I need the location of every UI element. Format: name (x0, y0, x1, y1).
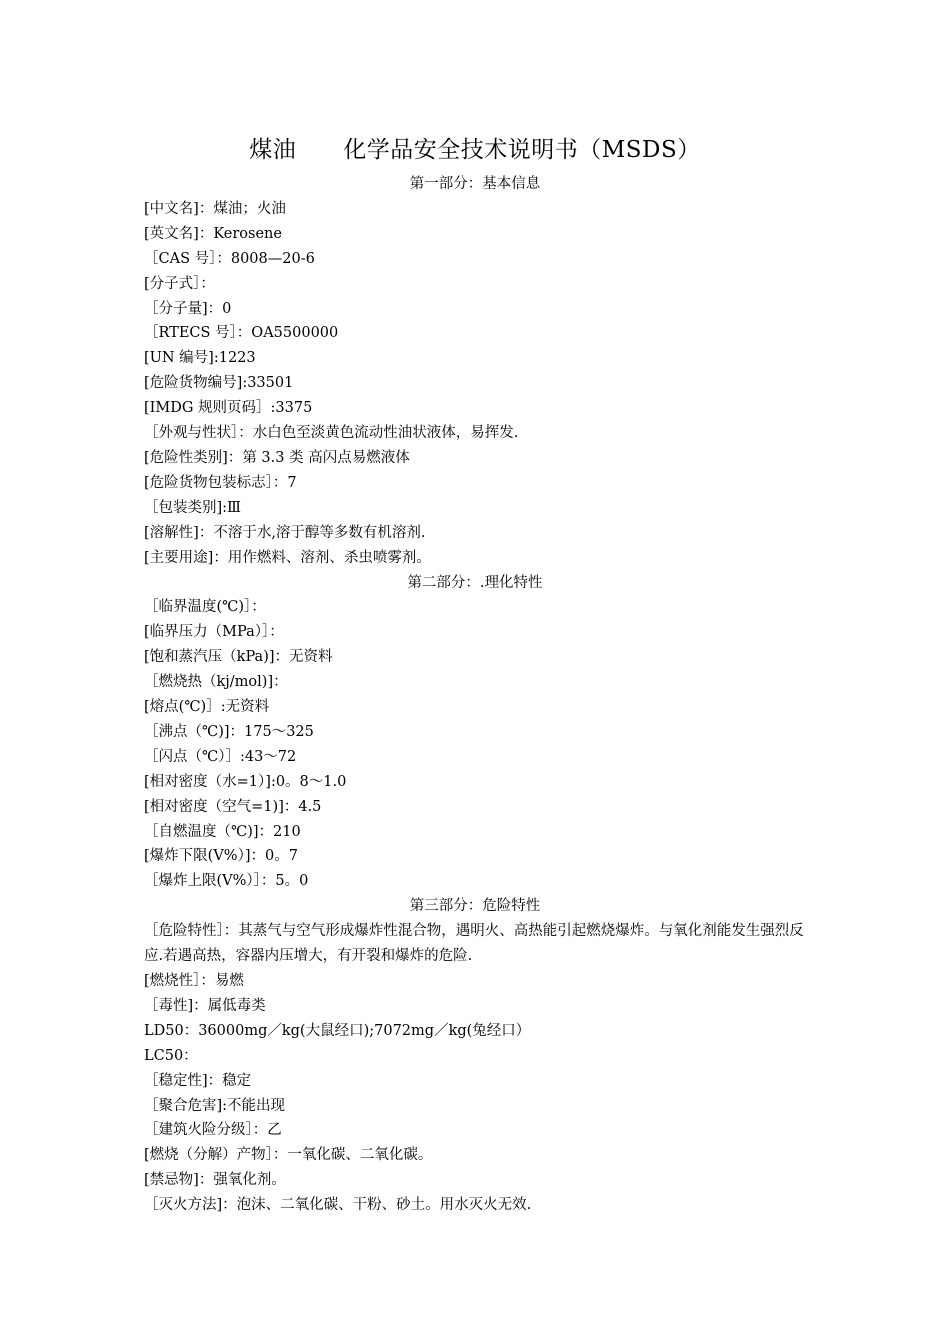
field-line: [中文名]：煤油；火油 (144, 200, 286, 217)
field-line: ［闪点（℃）］:43～72 (144, 748, 297, 765)
field-line: ［分子量]：0 (144, 300, 232, 317)
field-line: ［灭火方法]：泡沫、二氧化碳、干粉、砂土。用水灭火无效. (144, 1197, 532, 1214)
document-title: 煤油 化学品安全技术说明书（MSDS） (249, 137, 701, 163)
field-line: ［临界温度(℃)］： (144, 599, 266, 616)
field-line: [危险货物编号]:33501 (144, 375, 294, 392)
field-line: [危险货物包装标志］：7 (144, 474, 297, 491)
field-line: ［外观与性状］：水白色至淡黄色流动性油状液体，易挥发. (144, 425, 519, 442)
field-line: ［稳定性]：稳定 (144, 1072, 252, 1089)
section-heading: 第二部分：.理化特性 (407, 574, 543, 591)
field-line: ［爆炸上限(V%）］：5。0 (144, 873, 309, 890)
field-line: [危险性类别]：第 3.3 类 高闪点易燃液体 (144, 449, 410, 466)
field-line: ［RTECS 号］：OA5500000 (144, 325, 339, 342)
field-line: [燃烧（分解）产物］：一氧化碳、二氧化碳。 (144, 1147, 433, 1164)
field-line: ［自燃温度（℃)]：210 (144, 823, 301, 840)
field-line: ［沸点（℃)]：175～325 (144, 723, 314, 740)
field-line: [熔点(℃)］:无资料 (144, 699, 270, 716)
field-line: [相对密度（水=1）]:0。8～1.0 (144, 773, 347, 790)
field-line: [IMDG 规则页码］:3375 (144, 400, 313, 417)
field-line: ［危险特性］：其蒸气与空气形成爆炸性混合物，遇明火、高热能引起燃烧爆炸。与氧化剂能发生强烈反应.若遇高热，容器内压增大，有开裂和爆炸的危险. (144, 923, 804, 965)
field-line: [饱和蒸汽压（kPa)]：无资料 (144, 649, 333, 666)
field-line: [英文名]：Kerosene (144, 225, 282, 242)
field-line: ［聚合危害]:不能出现 (144, 1097, 286, 1114)
section-heading: 第三部分：危险特性 (409, 898, 541, 915)
field-line: LD50：36000mg／kg(大鼠经口);7072mg／kg(兔经口） (144, 1022, 531, 1039)
field-line: [主要用途]：用作燃料、溶剂、杀虫喷雾剂。 (144, 549, 431, 566)
field-line: [分子式］： (144, 275, 215, 292)
field-line: ［CAS 号］：8008—20-6 (144, 250, 315, 267)
field-line: [临界压力（MPa）］： (144, 624, 284, 641)
field-line: ［毒性]：属低毒类 (144, 997, 266, 1014)
field-line: [燃烧性］：易燃 (144, 973, 244, 989)
field-line: LC50： (144, 1047, 198, 1064)
field-line: [UN 编号]:1223 (144, 350, 256, 367)
field-line: [溶解性]：不溶于水,溶于醇等多数有机溶剂. (144, 524, 426, 541)
document-body (144, 172, 814, 1218)
field-line: ［包装类别]:Ⅲ (144, 499, 242, 516)
field-line: [禁忌物]：强氧化剂。 (144, 1172, 286, 1189)
field-line: ［燃烧热（kj/mol)]： (144, 674, 288, 691)
field-line: [相对密度（空气=1)]：4.5 (144, 798, 322, 815)
section-heading: 第一部分：基本信息 (409, 176, 541, 192)
field-line: [爆炸下限(V%）]：0。7 (144, 848, 298, 865)
field-line: ［建筑火险分级］：乙 (144, 1122, 282, 1139)
